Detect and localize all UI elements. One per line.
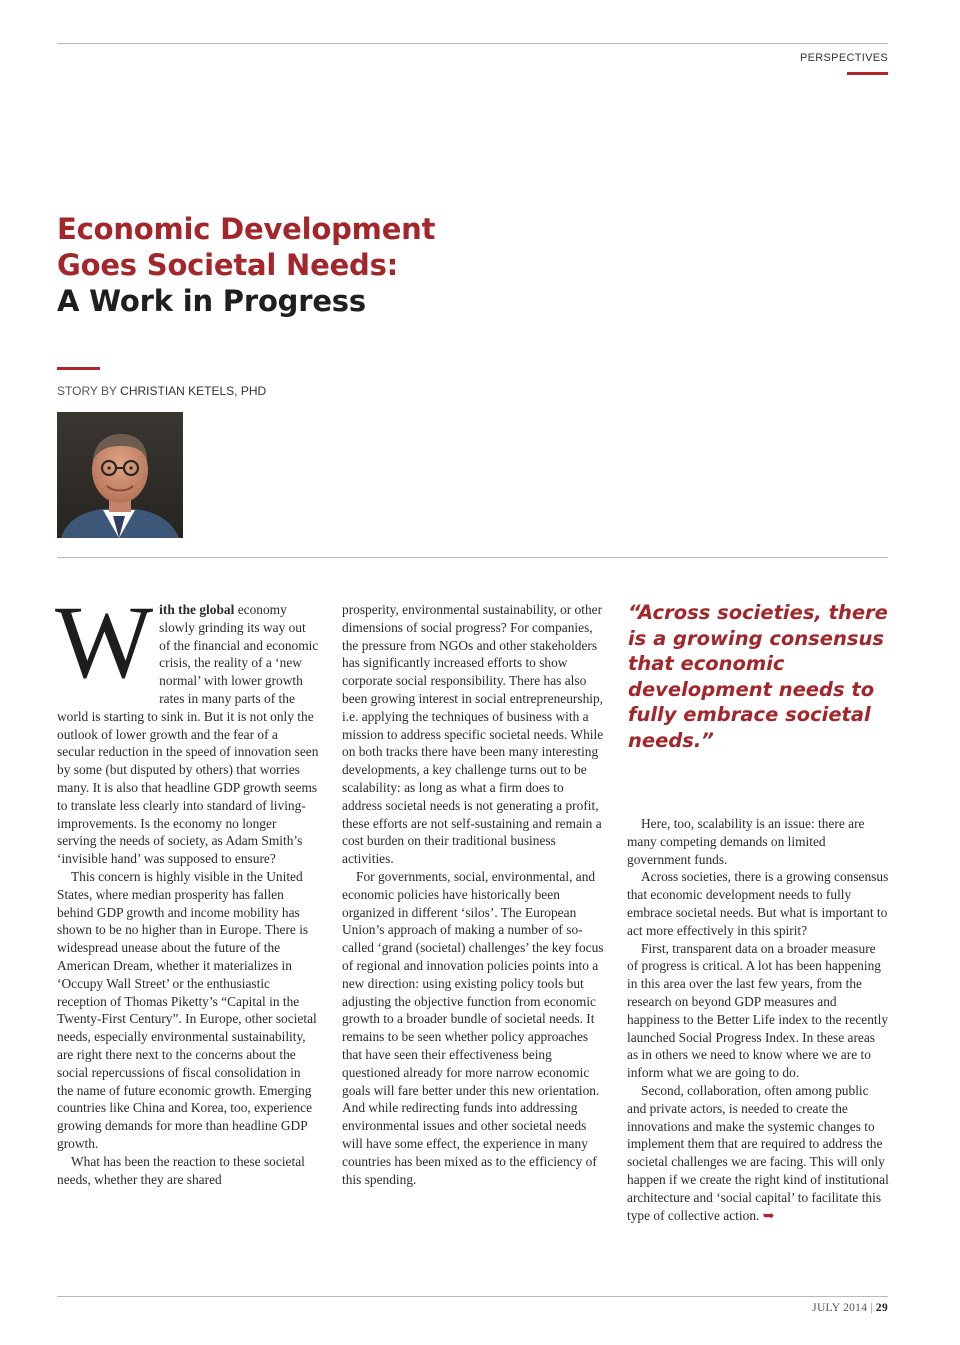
paragraph: Here, too, scalability is an issue: there are many competing demands on limited government funds. — [627, 816, 865, 867]
byline-author: CHRISTIAN KETELS, PHD — [120, 384, 267, 398]
section-label: PERSPECTIVES — [800, 52, 888, 64]
drop-cap: W — [55, 585, 154, 700]
lead-paragraph — [55, 585, 319, 868]
author-portrait — [57, 412, 183, 538]
issue-date: JULY 2014 — [812, 1302, 868, 1314]
body-column-1 — [55, 585, 319, 1188]
paragraph-text: Second, collaboration, often among public and private actors, is needed to create the innovations and make the systemic changes to implement them that are required to address the societal challenges we are facing. This will only happen if we create the right kind of institutional architecture and ‘social capital’ to facilitate this type of collective action. — [627, 1082, 889, 1223]
body-column-2 — [342, 601, 606, 1188]
paragraph: economy slowly grinding its way out of the financial and economic crisis, the reality of a ‘new normal’ with lower growth rates in many parts of the world is starting to sink in. But it is not only the outlook of lower growth and the fear of a secular reduction in the speed of innovation seen by some (but disputed by others) that worries many. It is also that headline GDP growth seems to translate less clearly into standard of living-improvements. Is the economy no longer serving the needs of society, as Adam Smith’s ‘invisible hand’ was supposed to ensure? — [57, 602, 319, 867]
paragraph: What has been the reaction to these societal needs, whether they are shared — [57, 1153, 305, 1187]
page-footer — [812, 1302, 888, 1314]
paragraph: prosperity, environmental sustainability, or other dimensions of social progress? For companies, the pressure from NGOs and other stakeholders has significantly increased efforts to show corporate social responsibility. There has also been growing interest in social entrepreneurship, i.e. applying the techniques of business with a mission to address specific societal needs. While on both tracks there have been many interesting developments, a key challenge turns out to be scalability: as long as what a firm does to address societal needs is not generating a profit, these efforts are not self-sustaining and remain a cost burden on their traditional business activities. — [342, 602, 604, 867]
paragraph: For governments, social, environmental, and economic policies have historically been organized in different ‘silos’. The European Union’s approach of making a number of so-called ‘grand (societal) challenges’ the key focus of regional and innovation policies points into a new direction: using existing policy tools but adjusting the objective function from economic growth to a broader bundle of societal needs. It remains to be seen whether policy approaches that have seen their effectiveness being questioned already for more narrow economic goals will fare better under this new orientation. And while redirecting funds into addressing environmental issues and other societal needs will have some effect, the experience in many countries has been mixed as to the efficiency of this spending. — [342, 868, 604, 1187]
article-title — [57, 211, 435, 319]
body-column-3 — [627, 815, 889, 1225]
section-divider — [57, 557, 888, 558]
right-arrow-icon: ➥ — [762, 1207, 775, 1224]
top-rule — [57, 43, 888, 44]
title-line-2: Goes Societal Needs: — [57, 248, 399, 282]
page-number: 29 — [875, 1302, 888, 1314]
author-portrait-image — [57, 412, 183, 538]
lead-in: ith the global — [159, 602, 235, 617]
pull-quote: “Across societies, there is a growing consensus that economic development needs to fully embrace societal needs.” — [628, 601, 888, 752]
byline — [57, 384, 266, 398]
footer-separator: | — [870, 1302, 873, 1314]
paragraph: Across societies, there is a growing consensus that economic development needs to fully embrace societal needs. But what is important to act more effectively in this spirit? — [627, 869, 889, 938]
title-accent-bar — [57, 367, 100, 370]
section-accent-bar — [847, 72, 888, 75]
paragraph — [627, 1082, 889, 1225]
footer-rule — [57, 1296, 888, 1297]
paragraph: This concern is highly visible in the United States, where median prosperity has fallen behind GDP growth and income mobility has shown to be no higher than in Europe. There is widespread unease about the future of the American Dream, whether it materializes in ‘Occupy Wall Street’ or the enthusiastic reception of Thomas Piketty’s “Capital in the Twenty-First Century”. In Europe, other societal needs, especially environmental sustainability, are right there next to the concerns about the social repercussions of fiscal consolidation in the name of future economic growth. Emerging countries like China and Korea, too, experience growing demands for more than headline GDP growth. — [57, 868, 317, 1151]
paragraph: First, transparent data on a broader measure of progress is critical. A lot has been happening in this area over the last few years, from the research on beyond GDP measures and happiness to the Better Life index to the recently launched Social Progress Index. In these areas as in others we need to know where we are to inform what we are going to do. — [627, 940, 889, 1081]
byline-prefix: STORY BY — [57, 384, 117, 398]
title-line-1: Economic Development — [57, 212, 436, 246]
title-line-3: A Work in Progress — [57, 284, 366, 318]
